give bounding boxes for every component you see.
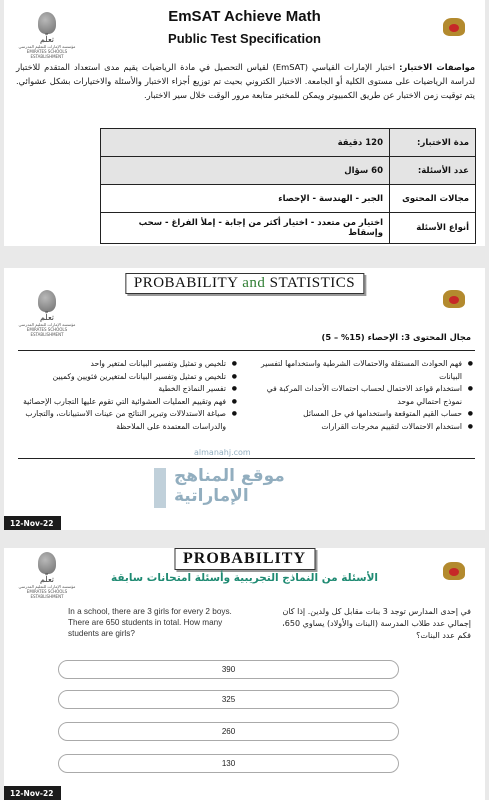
question-arabic: في إحدى المدارس توجد 3 بنات مقابل كل ولدين. إذا كان إجمالي عدد طلاب المدرسة (البنات والأولاد) يساوي 650، فكم عدد البنات؟ — [282, 607, 471, 640]
divider — [18, 350, 475, 351]
spec-label: عدد الأسئلة: — [390, 157, 476, 185]
probability-page — [4, 548, 485, 800]
spec-value: اختيار من متعدد - اختيار أكثر من إجابة - إملأ الفراغ - سحب وإسقاط — [101, 213, 390, 244]
spec-page — [4, 0, 485, 246]
question-english: In a school, there are 3 girls for every 2 boys. There are 650 students in total. How many students are girls? — [68, 607, 232, 638]
answer-option[interactable]: 130 — [58, 754, 399, 773]
section-banner: PROBABILITY — [174, 548, 315, 570]
spec-row — [101, 185, 476, 213]
answer-option[interactable]: 390 — [58, 660, 399, 679]
ese-logo-icon — [38, 552, 56, 574]
list-item: ● استخدام قواعد الاحتمال لحساب احتمالات الأحداث المركبة في نموذج احتمالي موحد — [248, 383, 473, 408]
logo-subtext: مؤسسة الإمارات للتعليم المدرسي EMIRATES SCHOOLS ESTABLISHMENT — [18, 44, 76, 59]
banner-and: and — [242, 275, 266, 291]
spec-value: 60 سؤال — [101, 157, 390, 185]
logo-word: تعلّم — [39, 313, 55, 322]
logo-subtext: مؤسسة الإمارات للتعليم المدرسي EMIRATES SCHOOLS ESTABLISHMENT — [18, 322, 76, 337]
logo-word: تعلّم — [39, 35, 55, 44]
slide-date: 12-Nov-22 — [4, 516, 61, 530]
spec-row — [101, 157, 476, 185]
uae-emblem-icon — [443, 290, 465, 318]
spec-row — [101, 213, 476, 244]
spec-table — [100, 128, 476, 244]
logo-subtext: مؤسسة الإمارات للتعليم المدرسي EMIRATES SCHOOLS ESTABLISHMENT — [18, 584, 76, 599]
slide-date: 12-Nov-22 — [4, 786, 61, 800]
intro-label: مواصفات الاختبار: — [399, 62, 476, 72]
ese-logo — [16, 290, 78, 337]
logo-word: تعلّم — [39, 575, 55, 584]
doc-title: EmSAT Achieve Math — [168, 8, 321, 25]
list-item: ● تفسير النماذج الخطية — [11, 383, 237, 396]
list-item: ● استخدام الاحتمالات لتقييم مخرجات القرارات — [248, 421, 473, 434]
spec-intro — [16, 60, 475, 102]
uae-emblem-icon — [443, 562, 465, 590]
section-subtitle: الأسئلة من النماذج التجريبية وأسئلة امتحانات سابقة — [110, 572, 378, 584]
section-banner — [125, 273, 364, 294]
spec-value: 120 دقيقة — [101, 129, 390, 157]
list-item: ● فهم وتقييم العمليات العشوائية التي تقوم عليها التجارب الإحصائية — [11, 396, 237, 409]
spec-label: أنواع الأسئلة — [390, 213, 476, 244]
ese-logo-icon — [38, 290, 56, 312]
banner-word: PROBABILITY — [133, 275, 238, 291]
objectives-list-right — [248, 358, 473, 433]
objectives-list-left — [11, 358, 237, 433]
watermark-url: almanahj.com — [194, 448, 251, 457]
ese-logo — [16, 552, 78, 599]
stats-page — [4, 268, 485, 530]
content-domain-heading: مجال المحتوى 3: الإحصاء (15% – 5) — [321, 332, 471, 342]
answer-option[interactable]: 325 — [58, 690, 399, 709]
answer-option[interactable]: 260 — [58, 722, 399, 741]
list-item: ● صياغة الاستدلالات وتبرير النتائج من عينات الاستبيانات، والتجارب والدراسات المعتمدة على الملاحظة — [11, 408, 237, 433]
spec-label: مجالات المحتوى — [390, 185, 476, 213]
watermark — [154, 448, 294, 518]
list-item: ● فهم الحوادث المستقلة والاحتمالات الشرطية واستخدامها لتفسير البيانات — [248, 358, 473, 383]
watermark-text: موقع المناهج الإماراتية — [174, 466, 285, 506]
banner-word: STATISTICS — [269, 275, 356, 291]
list-item: ● تلخيص و تمثيل وتفسير البيانات لمتغيرين فئويين وكميين — [11, 371, 237, 384]
doc-subtitle: Public Test Specification — [168, 31, 321, 46]
spec-value: الجبر - الهندسة - الإحصاء — [101, 185, 390, 213]
intro-text: اختبار الإمارات القياسي (EmSAT) لقياس التحصيل في مادة الرياضيات يقيم مدى استعداد المتقدم للاختبار لدراسة الرياضيات على مستوى الكلية أو الجامعة. الاختبار الكتروني بحيث تم توزيع أجزاء الاختبار والأسئلة والاختيارات بشكل عشوائي. يتم توقيت زمن الاختبار عن طريق الكمبيوتر ويمكن للمختبر متابعة مرور الوقت خلال سير الاختبار. — [16, 62, 475, 100]
spec-row — [101, 129, 476, 157]
spec-label: مدة الاختبار: — [390, 129, 476, 157]
list-item: ● تلخيص و تمثيل وتفسير البيانات لمتغير واحد — [11, 358, 237, 371]
list-item: ● حساب القيم المتوقعة واستخدامها في حل المسائل — [248, 408, 473, 421]
